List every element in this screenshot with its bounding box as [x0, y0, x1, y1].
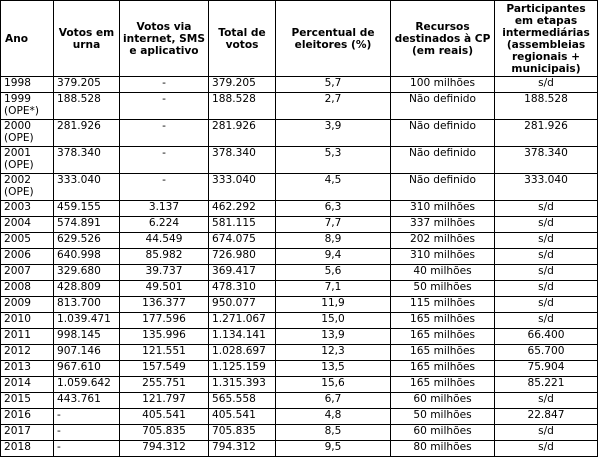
cell-ano: 2018 — [1, 441, 54, 457]
cell-participantes: 333.040 — [495, 174, 598, 201]
cell-total-votos: 405.541 — [209, 409, 276, 425]
cell-participantes: s/d — [495, 425, 598, 441]
cell-total-votos: 565.558 — [209, 393, 276, 409]
cell-votos-internet: 44.549 — [120, 233, 209, 249]
cell-recursos: Não definido — [391, 93, 495, 120]
table-row — [1, 174, 598, 201]
cell-votos-urna: - — [54, 425, 120, 441]
cell-total-votos: 1.134.141 — [209, 329, 276, 345]
header-row — [1, 1, 598, 77]
cell-votos-internet: - — [120, 147, 209, 174]
cell-ano: 1999 (OPE*) — [1, 93, 54, 120]
table-row — [1, 441, 598, 457]
header-ano: Ano — [1, 1, 54, 77]
table-row — [1, 147, 598, 174]
header-votos-urna: Votos em urna — [54, 1, 120, 77]
cell-votos-urna: 459.155 — [54, 201, 120, 217]
cell-ano: 2011 — [1, 329, 54, 345]
cell-participantes: s/d — [495, 249, 598, 265]
table-row — [1, 345, 598, 361]
cell-votos-internet: 39.737 — [120, 265, 209, 281]
cell-percentual: 8,9 — [276, 233, 391, 249]
cell-votos-urna: 629.526 — [54, 233, 120, 249]
cell-votos-internet: 121.551 — [120, 345, 209, 361]
cell-recursos: 40 milhões — [391, 265, 495, 281]
cell-votos-internet: 705.835 — [120, 425, 209, 441]
cell-percentual: 15,6 — [276, 377, 391, 393]
cell-total-votos: 1.125.159 — [209, 361, 276, 377]
cell-votos-internet: 136.377 — [120, 297, 209, 313]
table-row — [1, 393, 598, 409]
cell-total-votos: 369.417 — [209, 265, 276, 281]
cell-recursos: 310 milhões — [391, 249, 495, 265]
table-row — [1, 313, 598, 329]
cell-percentual: 5,6 — [276, 265, 391, 281]
cell-participantes: s/d — [495, 297, 598, 313]
cell-participantes: 66.400 — [495, 329, 598, 345]
cell-ano: 2009 — [1, 297, 54, 313]
cell-percentual: 7,7 — [276, 217, 391, 233]
cell-ano: 2006 — [1, 249, 54, 265]
cell-votos-urna: 329.680 — [54, 265, 120, 281]
cell-recursos: 165 milhões — [391, 345, 495, 361]
cell-total-votos: 188.528 — [209, 93, 276, 120]
cell-votos-internet: - — [120, 77, 209, 93]
cell-votos-internet: 794.312 — [120, 441, 209, 457]
cell-recursos: 80 milhões — [391, 441, 495, 457]
cell-total-votos: 1.028.697 — [209, 345, 276, 361]
cell-recursos: 165 milhões — [391, 313, 495, 329]
cell-votos-internet: 255.751 — [120, 377, 209, 393]
cell-votos-urna: - — [54, 441, 120, 457]
cell-percentual: 5,7 — [276, 77, 391, 93]
table-row — [1, 329, 598, 345]
cell-ano: 2017 — [1, 425, 54, 441]
cell-percentual: 15,0 — [276, 313, 391, 329]
header-votos-internet: Votos via internet, SMS e aplicativo — [120, 1, 209, 77]
cell-percentual: 13,5 — [276, 361, 391, 377]
cell-ano: 2001 (OPE) — [1, 147, 54, 174]
cell-total-votos: 705.835 — [209, 425, 276, 441]
cell-votos-urna: 378.340 — [54, 147, 120, 174]
cell-percentual: 5,3 — [276, 147, 391, 174]
cell-votos-urna: 907.146 — [54, 345, 120, 361]
table-row — [1, 425, 598, 441]
table-row — [1, 409, 598, 425]
cell-votos-internet: - — [120, 174, 209, 201]
cell-ano: 2003 — [1, 201, 54, 217]
cell-ano: 2004 — [1, 217, 54, 233]
table-row — [1, 281, 598, 297]
cell-ano: 2013 — [1, 361, 54, 377]
cell-votos-urna: 967.610 — [54, 361, 120, 377]
cell-recursos: 337 milhões — [391, 217, 495, 233]
table-row — [1, 120, 598, 147]
cell-recursos: 100 milhões — [391, 77, 495, 93]
cell-recursos: 165 milhões — [391, 377, 495, 393]
cell-votos-urna: 1.039.471 — [54, 313, 120, 329]
cell-recursos: Não definido — [391, 147, 495, 174]
cell-ano: 2000 (OPE) — [1, 120, 54, 147]
cell-percentual: 6,7 — [276, 393, 391, 409]
cell-votos-urna: 428.809 — [54, 281, 120, 297]
cell-participantes: s/d — [495, 233, 598, 249]
cell-ano: 2005 — [1, 233, 54, 249]
cell-percentual: 8,5 — [276, 425, 391, 441]
table-row — [1, 217, 598, 233]
table-row — [1, 377, 598, 393]
cell-total-votos: 378.340 — [209, 147, 276, 174]
cell-recursos: 50 milhões — [391, 409, 495, 425]
header-participantes: Participantes em etapas intermediárias (assembleias regionais + municipais) — [495, 1, 598, 77]
cell-ano: 2002 (OPE) — [1, 174, 54, 201]
cell-percentual: 13,9 — [276, 329, 391, 345]
cell-votos-urna: 379.205 — [54, 77, 120, 93]
cell-recursos: 165 milhões — [391, 361, 495, 377]
cell-votos-internet: 135.996 — [120, 329, 209, 345]
cell-recursos: 165 milhões — [391, 329, 495, 345]
cell-participantes: s/d — [495, 201, 598, 217]
cell-total-votos: 281.926 — [209, 120, 276, 147]
cell-percentual: 7,1 — [276, 281, 391, 297]
cell-percentual: 9,5 — [276, 441, 391, 457]
cell-recursos: 202 milhões — [391, 233, 495, 249]
cell-total-votos: 581.115 — [209, 217, 276, 233]
header-percentual: Percentual de eleitores (%) — [276, 1, 391, 77]
cell-total-votos: 794.312 — [209, 441, 276, 457]
cell-votos-urna: 333.040 — [54, 174, 120, 201]
cell-votos-urna: 574.891 — [54, 217, 120, 233]
table-row — [1, 233, 598, 249]
cell-total-votos: 379.205 — [209, 77, 276, 93]
cell-votos-urna: 188.528 — [54, 93, 120, 120]
cell-recursos: Não definido — [391, 120, 495, 147]
cell-ano: 2007 — [1, 265, 54, 281]
table-row — [1, 249, 598, 265]
cell-votos-urna: 998.145 — [54, 329, 120, 345]
cell-votos-internet: 405.541 — [120, 409, 209, 425]
cell-ano: 1998 — [1, 77, 54, 93]
cell-participantes: s/d — [495, 281, 598, 297]
cell-participantes: 75.904 — [495, 361, 598, 377]
cell-total-votos: 674.075 — [209, 233, 276, 249]
cell-total-votos: 462.292 — [209, 201, 276, 217]
cell-total-votos: 1.315.393 — [209, 377, 276, 393]
cell-percentual: 3,9 — [276, 120, 391, 147]
cell-percentual: 11,9 — [276, 297, 391, 313]
cell-total-votos: 1.271.067 — [209, 313, 276, 329]
cell-participantes: s/d — [495, 265, 598, 281]
cell-votos-internet: 3.137 — [120, 201, 209, 217]
cell-votos-urna: 640.998 — [54, 249, 120, 265]
cell-total-votos: 333.040 — [209, 174, 276, 201]
cell-percentual: 6,3 — [276, 201, 391, 217]
cell-ano: 2014 — [1, 377, 54, 393]
cell-recursos: Não definido — [391, 174, 495, 201]
cell-recursos: 310 milhões — [391, 201, 495, 217]
cell-participantes: s/d — [495, 217, 598, 233]
cell-votos-internet: 85.982 — [120, 249, 209, 265]
cell-votos-urna: 813.700 — [54, 297, 120, 313]
cell-total-votos: 478.310 — [209, 281, 276, 297]
cell-votos-urna: - — [54, 409, 120, 425]
header-recursos: Recursos destinados à CP (em reais) — [391, 1, 495, 77]
cell-ano: 2008 — [1, 281, 54, 297]
cell-participantes: s/d — [495, 441, 598, 457]
cell-votos-internet: 49.501 — [120, 281, 209, 297]
cell-participantes: 65.700 — [495, 345, 598, 361]
table-row — [1, 361, 598, 377]
cell-participantes: s/d — [495, 313, 598, 329]
cell-percentual: 12,3 — [276, 345, 391, 361]
cell-ano: 2010 — [1, 313, 54, 329]
cell-percentual: 4,8 — [276, 409, 391, 425]
cell-participantes: 85.221 — [495, 377, 598, 393]
table-row — [1, 93, 598, 120]
cell-participantes: 281.926 — [495, 120, 598, 147]
cell-recursos: 60 milhões — [391, 393, 495, 409]
header-total-votos: Total de votos — [209, 1, 276, 77]
cell-participantes: 378.340 — [495, 147, 598, 174]
cell-participantes: 188.528 — [495, 93, 598, 120]
table-row — [1, 265, 598, 281]
table-row — [1, 77, 598, 93]
cell-percentual: 9,4 — [276, 249, 391, 265]
table-row — [1, 201, 598, 217]
cell-votos-urna: 443.761 — [54, 393, 120, 409]
cell-recursos: 50 milhões — [391, 281, 495, 297]
cell-votos-urna: 1.059.642 — [54, 377, 120, 393]
cell-ano: 2015 — [1, 393, 54, 409]
cell-ano: 2012 — [1, 345, 54, 361]
cell-total-votos: 950.077 — [209, 297, 276, 313]
cell-recursos: 60 milhões — [391, 425, 495, 441]
cell-participantes: s/d — [495, 77, 598, 93]
cell-participantes: 22.847 — [495, 409, 598, 425]
table-row — [1, 297, 598, 313]
cell-votos-internet: 121.797 — [120, 393, 209, 409]
cell-votos-internet: - — [120, 93, 209, 120]
cell-votos-internet: 157.549 — [120, 361, 209, 377]
cell-participantes: s/d — [495, 393, 598, 409]
cell-total-votos: 726.980 — [209, 249, 276, 265]
cell-votos-urna: 281.926 — [54, 120, 120, 147]
cell-votos-internet: 6.224 — [120, 217, 209, 233]
cell-recursos: 115 milhões — [391, 297, 495, 313]
cell-ano: 2016 — [1, 409, 54, 425]
cell-votos-internet: 177.596 — [120, 313, 209, 329]
cell-percentual: 4,5 — [276, 174, 391, 201]
cell-percentual: 2,7 — [276, 93, 391, 120]
cell-votos-internet: - — [120, 120, 209, 147]
table-body — [1, 77, 598, 457]
